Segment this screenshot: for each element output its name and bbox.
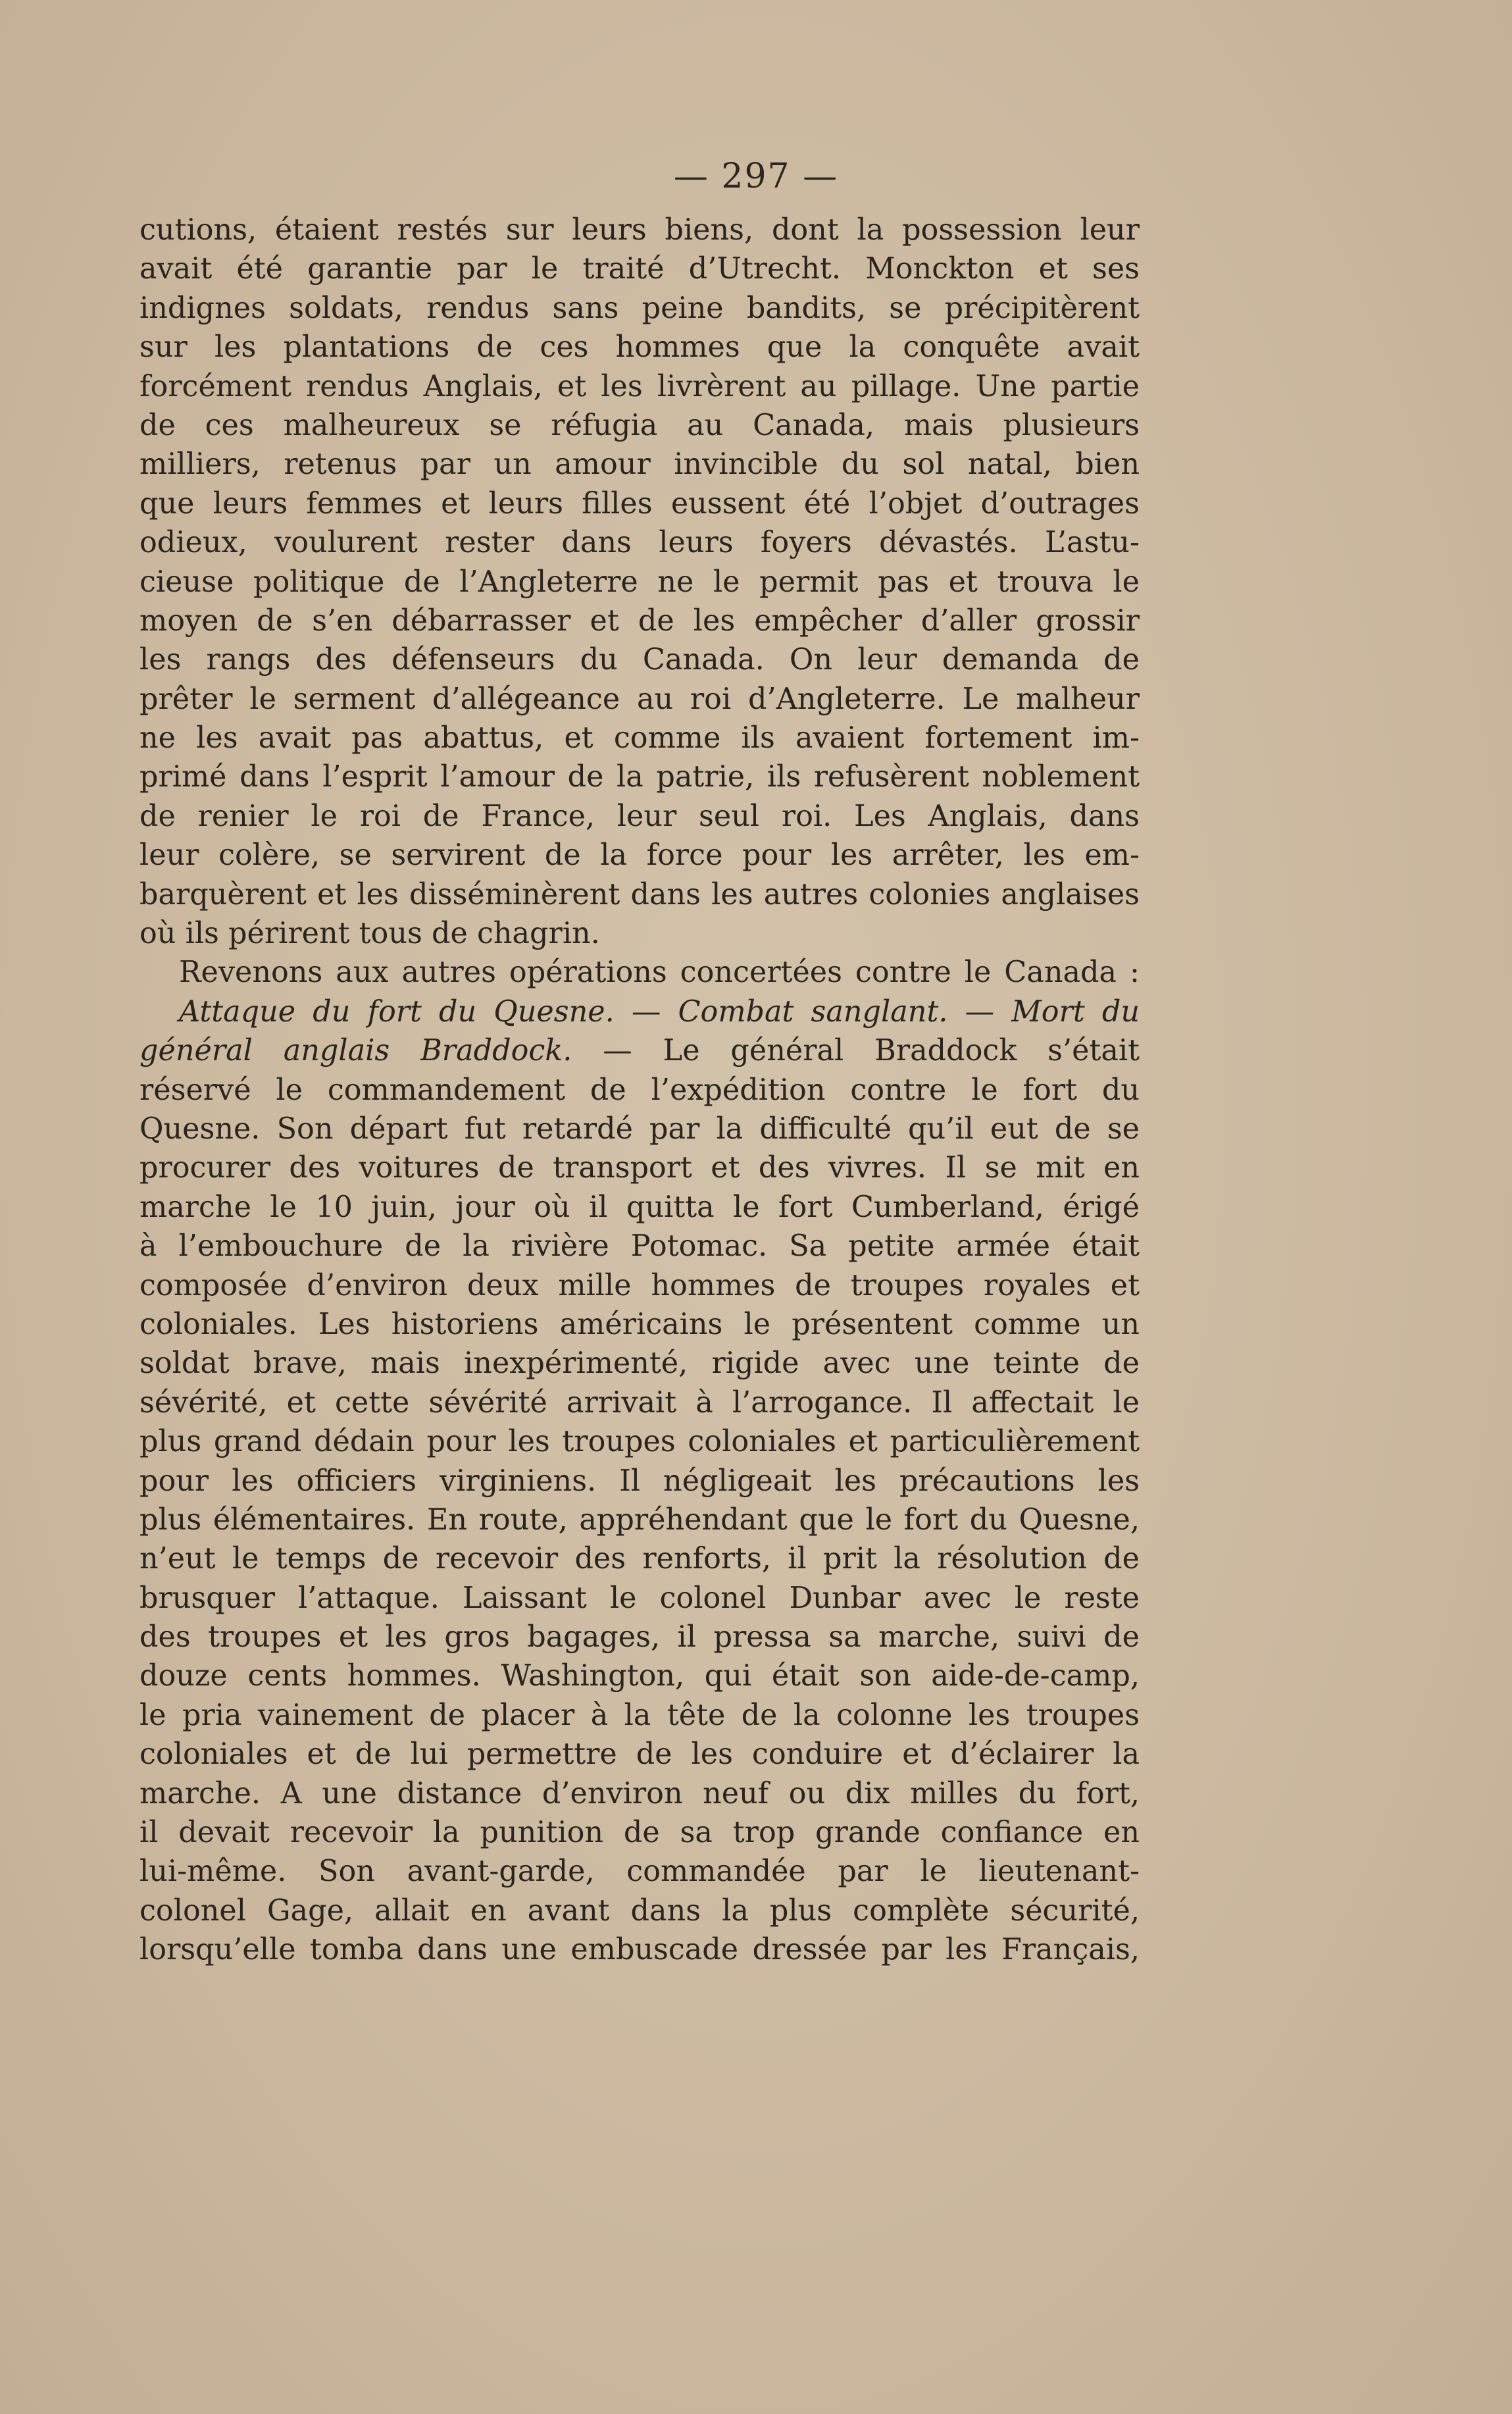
italic-heading: Attaque du fort du Quesne. — Combat sanglant. — Mort du bbox=[179, 994, 1140, 1029]
italic-heading: général anglais Braddock. bbox=[139, 1034, 572, 1068]
text-line: lui-même. Son avant-garde, commandée par le lieutenant- bbox=[139, 1855, 1140, 1889]
text-line: coloniales. Les historiens américains le présentent comme un bbox=[139, 1307, 1140, 1341]
text-line: de ces malheureux se réfugia au Canada, mais plusieurs bbox=[139, 408, 1140, 442]
text-line: barquèrent et les disséminèrent dans les autres colonies anglaises bbox=[139, 877, 1140, 912]
text-run: — Le général Braddock s’était bbox=[572, 1034, 1140, 1068]
text-line: où ils périrent tous de chagrin. bbox=[139, 917, 600, 951]
text-line: de renier le roi de France, leur seul roi. Les Anglais, dans bbox=[139, 799, 1140, 833]
page-number: — 297 — bbox=[673, 157, 839, 196]
text-line: réservé le commandement de l’expédition contre le fort du bbox=[139, 1073, 1140, 1107]
text-line: Quesne. Son départ fut retardé par la difficulté qu’il eut de se bbox=[139, 1112, 1140, 1146]
text-line: les rangs des défenseurs du Canada. On leur demanda de bbox=[139, 643, 1140, 677]
text-line: forcément rendus Anglais, et les livrèrent au pillage. Une partie bbox=[139, 369, 1140, 403]
text-line: Revenons aux autres opérations concertées contre le Canada : bbox=[179, 956, 1140, 990]
text-line: marche. A une distance d’environ neuf ou dix milles du fort, bbox=[139, 1776, 1140, 1810]
text-line: coloniales et de lui permettre de les conduire et d’éclairer la bbox=[139, 1737, 1140, 1772]
text-line: ne les avait pas abattus, et comme ils avaient fortement im- bbox=[139, 721, 1140, 756]
text-line: à l’embouchure de la rivière Potomac. Sa petite armée était bbox=[139, 1229, 1140, 1264]
text-line: plus grand dédain pour les troupes coloniales et particulièrement bbox=[139, 1425, 1140, 1459]
text-line: le pria vainement de placer à la tête de la colonne les troupes bbox=[139, 1698, 1140, 1732]
text-line: composée d’environ deux mille hommes de troupes royales et bbox=[139, 1268, 1140, 1302]
text-line: que leurs femmes et leurs filles eussent été l’objet d’outrages bbox=[139, 486, 1140, 521]
text-line: odieux, voulurent rester dans leurs foyers dévastés. L’astu- bbox=[139, 526, 1140, 560]
text-line: prêter le serment d’allégeance au roi d’Angleterre. Le malheur bbox=[139, 682, 1140, 716]
text-line: des troupes et les gros bagages, il pressa sa marche, suivi de bbox=[139, 1620, 1140, 1655]
text-line: brusquer l’attaque. Laissant le colonel Dunbar avec le reste bbox=[139, 1581, 1140, 1615]
text-line: moyen de s’en débarrasser et de les empêcher d’aller grossir bbox=[139, 604, 1140, 638]
text-line: sévérité, et cette sévérité arrivait à l’arrogance. Il affectait le bbox=[139, 1385, 1140, 1420]
text-line: primé dans l’esprit l’amour de la patrie, ils refusèrent noblement bbox=[139, 760, 1140, 794]
text-line: colonel Gage, allait en avant dans la plus complète sécurité, bbox=[139, 1893, 1140, 1928]
text-line: sur les plantations de ces hommes que la conquête avait bbox=[139, 330, 1140, 365]
body-text bbox=[139, 211, 1140, 1970]
text-line bbox=[139, 1031, 1140, 1070]
text-line: marche le 10 juin, jour où il quitta le fort Cumberland, érigé bbox=[139, 1190, 1140, 1224]
text-line: leur colère, se servirent de la force pour les arrêter, les em- bbox=[139, 838, 1140, 873]
text-line: cutions, étaient restés sur leurs biens, dont la possession leur bbox=[139, 213, 1140, 247]
text-line: n’eut le temps de recevoir des renforts, il prit la résolution de bbox=[139, 1542, 1140, 1576]
text-line: plus élémentaires. En route, appréhendant que le fort du Quesne, bbox=[139, 1502, 1140, 1537]
text-line: douze cents hommes. Washington, qui était son aide-de-camp, bbox=[139, 1659, 1140, 1693]
text-line: il devait recevoir la punition de sa trop grande confiance en bbox=[139, 1816, 1140, 1850]
text-line: soldat brave, mais inexpérimenté, rigide avec une teinte de bbox=[139, 1347, 1140, 1381]
text-line: milliers, retenus par un amour invincible du sol natal, bien bbox=[139, 448, 1140, 482]
text-line: pour les officiers virginiens. Il négligeait les précautions les bbox=[139, 1464, 1140, 1498]
text-line: cieuse politique de l’Angleterre ne le permit pas et trouva le bbox=[139, 565, 1140, 599]
text-line: lorsqu’elle tomba dans une embuscade dressée par les Français, bbox=[139, 1933, 1140, 1967]
text-line: avait été garantie par le traité d’Utrecht. Monckton et ses bbox=[139, 252, 1140, 286]
italic-heading-line bbox=[139, 992, 1140, 1031]
text-line: procurer des voitures de transport et des vivres. Il se mit en bbox=[139, 1151, 1140, 1185]
text-line: indignes soldats, rendus sans peine bandits, se précipitèrent bbox=[139, 291, 1140, 325]
